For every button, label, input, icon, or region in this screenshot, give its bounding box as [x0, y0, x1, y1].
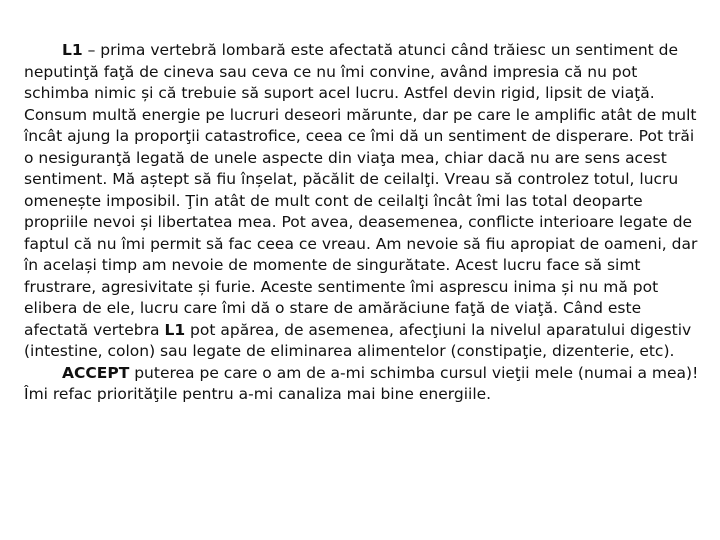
document-body — [24, 40, 700, 406]
paragraph-l1-description — [24, 40, 700, 363]
accept-keyword: ACCEPT — [62, 363, 130, 382]
vertebra-label-inline: L1 — [164, 320, 186, 339]
paragraph-text: – prima vertebră lombară este afectată atunci când trăiesc un sentiment de neputinţă faţă de cineva sau ceva ce nu îmi convine, având impresia că nu pot schimba nimic și că trebuie să suport acel lucru. Astfel devin rigid, lipsit de viaţă. Consum multă energie pe lucruri deseori mărunte, dar pe care le amplific atât de mult încât ajung la proporţii catastrofice, ceea ce îmi dă un sentiment de disperare. Pot trăi o nesiguranţă legată de unele aspecte din viaţa mea, chiar dacă nu are sens acest sentiment. Mă aștept să fiu înșelat, păcălit de ceilalţi. Vreau să controlez totul, lucru omenește imposibil. Ţin atât de mult cont de ceilalţi încât îmi las total deoparte propriile nevoi și libertatea mea. Pot avea, deasemenea, conflicte interioare legate de faptul că nu îmi permit să fac ceea ce vreau. Am nevoie să fiu apropiat de oameni, dar în același timp am nevoie de momente de singurătate. Acest lucru face să simt frustrare, agresivitate și furie. Aceste sentimente îmi asprescu inima și nu mă pot elibera de ele, lucru care îmi dă o stare de amărăciune faţă de viaţă. Când este afectată vertebra — [24, 41, 698, 339]
paragraph-accept — [24, 363, 700, 406]
vertebra-label: L1 — [62, 41, 83, 59]
paragraph-text-continued: pot apărea, de asemenea, afecţiuni la nivelul aparatului digestiv (intestine, colon) sau legate de eliminarea alimentelor (constipaţie, dizenterie, etc). — [24, 320, 692, 360]
accept-text: puterea pe care o am de a-mi schimba cursul vieţii mele (numai a mea)! Îmi refac priorităţile pentru a-mi canaliza mai bine energiile. — [24, 363, 699, 403]
